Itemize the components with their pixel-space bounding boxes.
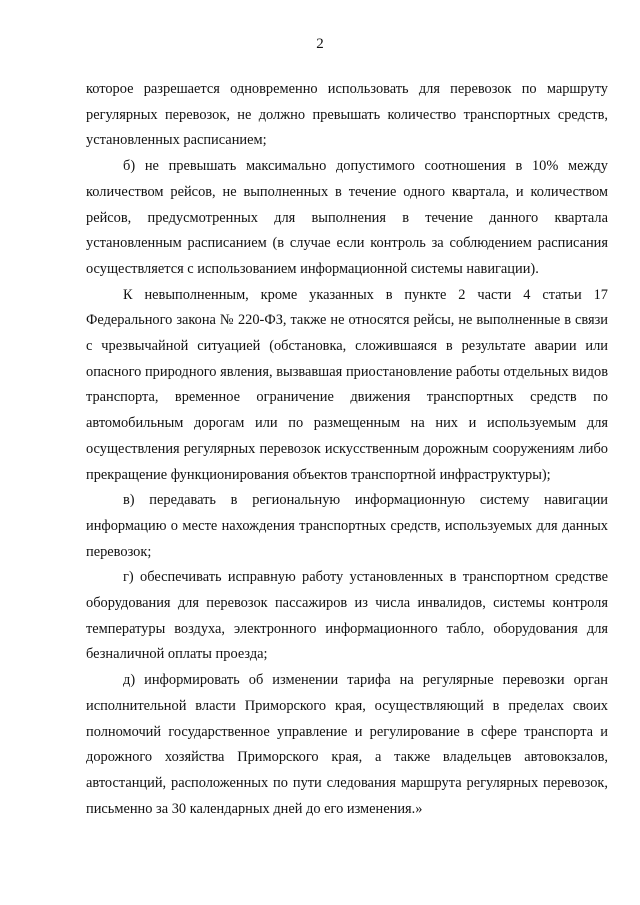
paragraph-item-g: г) обеспечивать исправную работу установленных в транспортном средстве оборудования для перевозок пассажиров из числа инвалидов, системы контроля температуры воздуха, электронного информационного табло, оборудования для безналичной оплаты проезда; <box>86 569 608 663</box>
page-number: 2 <box>316 36 324 52</box>
document-body <box>86 77 608 822</box>
paragraph-exceptions: К невыполненным, кроме указанных в пункте 2 части 4 статьи 17 Федерального закона № 220-ФЗ, также не относятся рейсы, не выполненные в связи с чрезвычайной ситуацией (обстановка, сложившаяся в результате аварии или опасного природного явления, вызвавшая приостановление работы отдельных видов транспорта, временное ограничение движения транспортных средств по автомобильным дорогам или по размещенным на них и используемым для осуществления регулярных перевозок искусственным дорожным сооружениям либо прекращение функционирования объектов транспортной инфраструктуры); <box>86 286 608 483</box>
paragraph-item-b: б) не превышать максимально допустимого соотношения в 10% между количеством рейсов, не выполненных в течение одного квартала, и количеством рейсов, предусмотренных для выполнения в течение данного квартала установленным расписанием (в случае если контроль за соблюдением расписания осуществляется с использованием информационной системы навигации). <box>86 158 608 277</box>
paragraph-item-d: д) информировать об изменении тарифа на регулярные перевозки орган исполнительной власти Приморского края, осуществляющий в пределах своих полномочий государственное управление и регулирование в сфере транспорта и дорожного хозяйства Приморского края, а также владельцев автовокзалов, автостанций, расположенных по пути следования маршрута регулярных перевозок, письменно за 30 календарных дней до его изменения.» <box>86 672 608 817</box>
paragraph-continuation: которое разрешается одновременно использовать для перевозок по маршруту регулярных перевозок, не должно превышать количество транспортных средств, установленных расписанием; <box>86 81 608 149</box>
paragraph-item-v: в) передавать в региональную информационную систему навигации информацию о месте нахождения транспортных средств, используемых для данных перевозок; <box>86 492 608 560</box>
